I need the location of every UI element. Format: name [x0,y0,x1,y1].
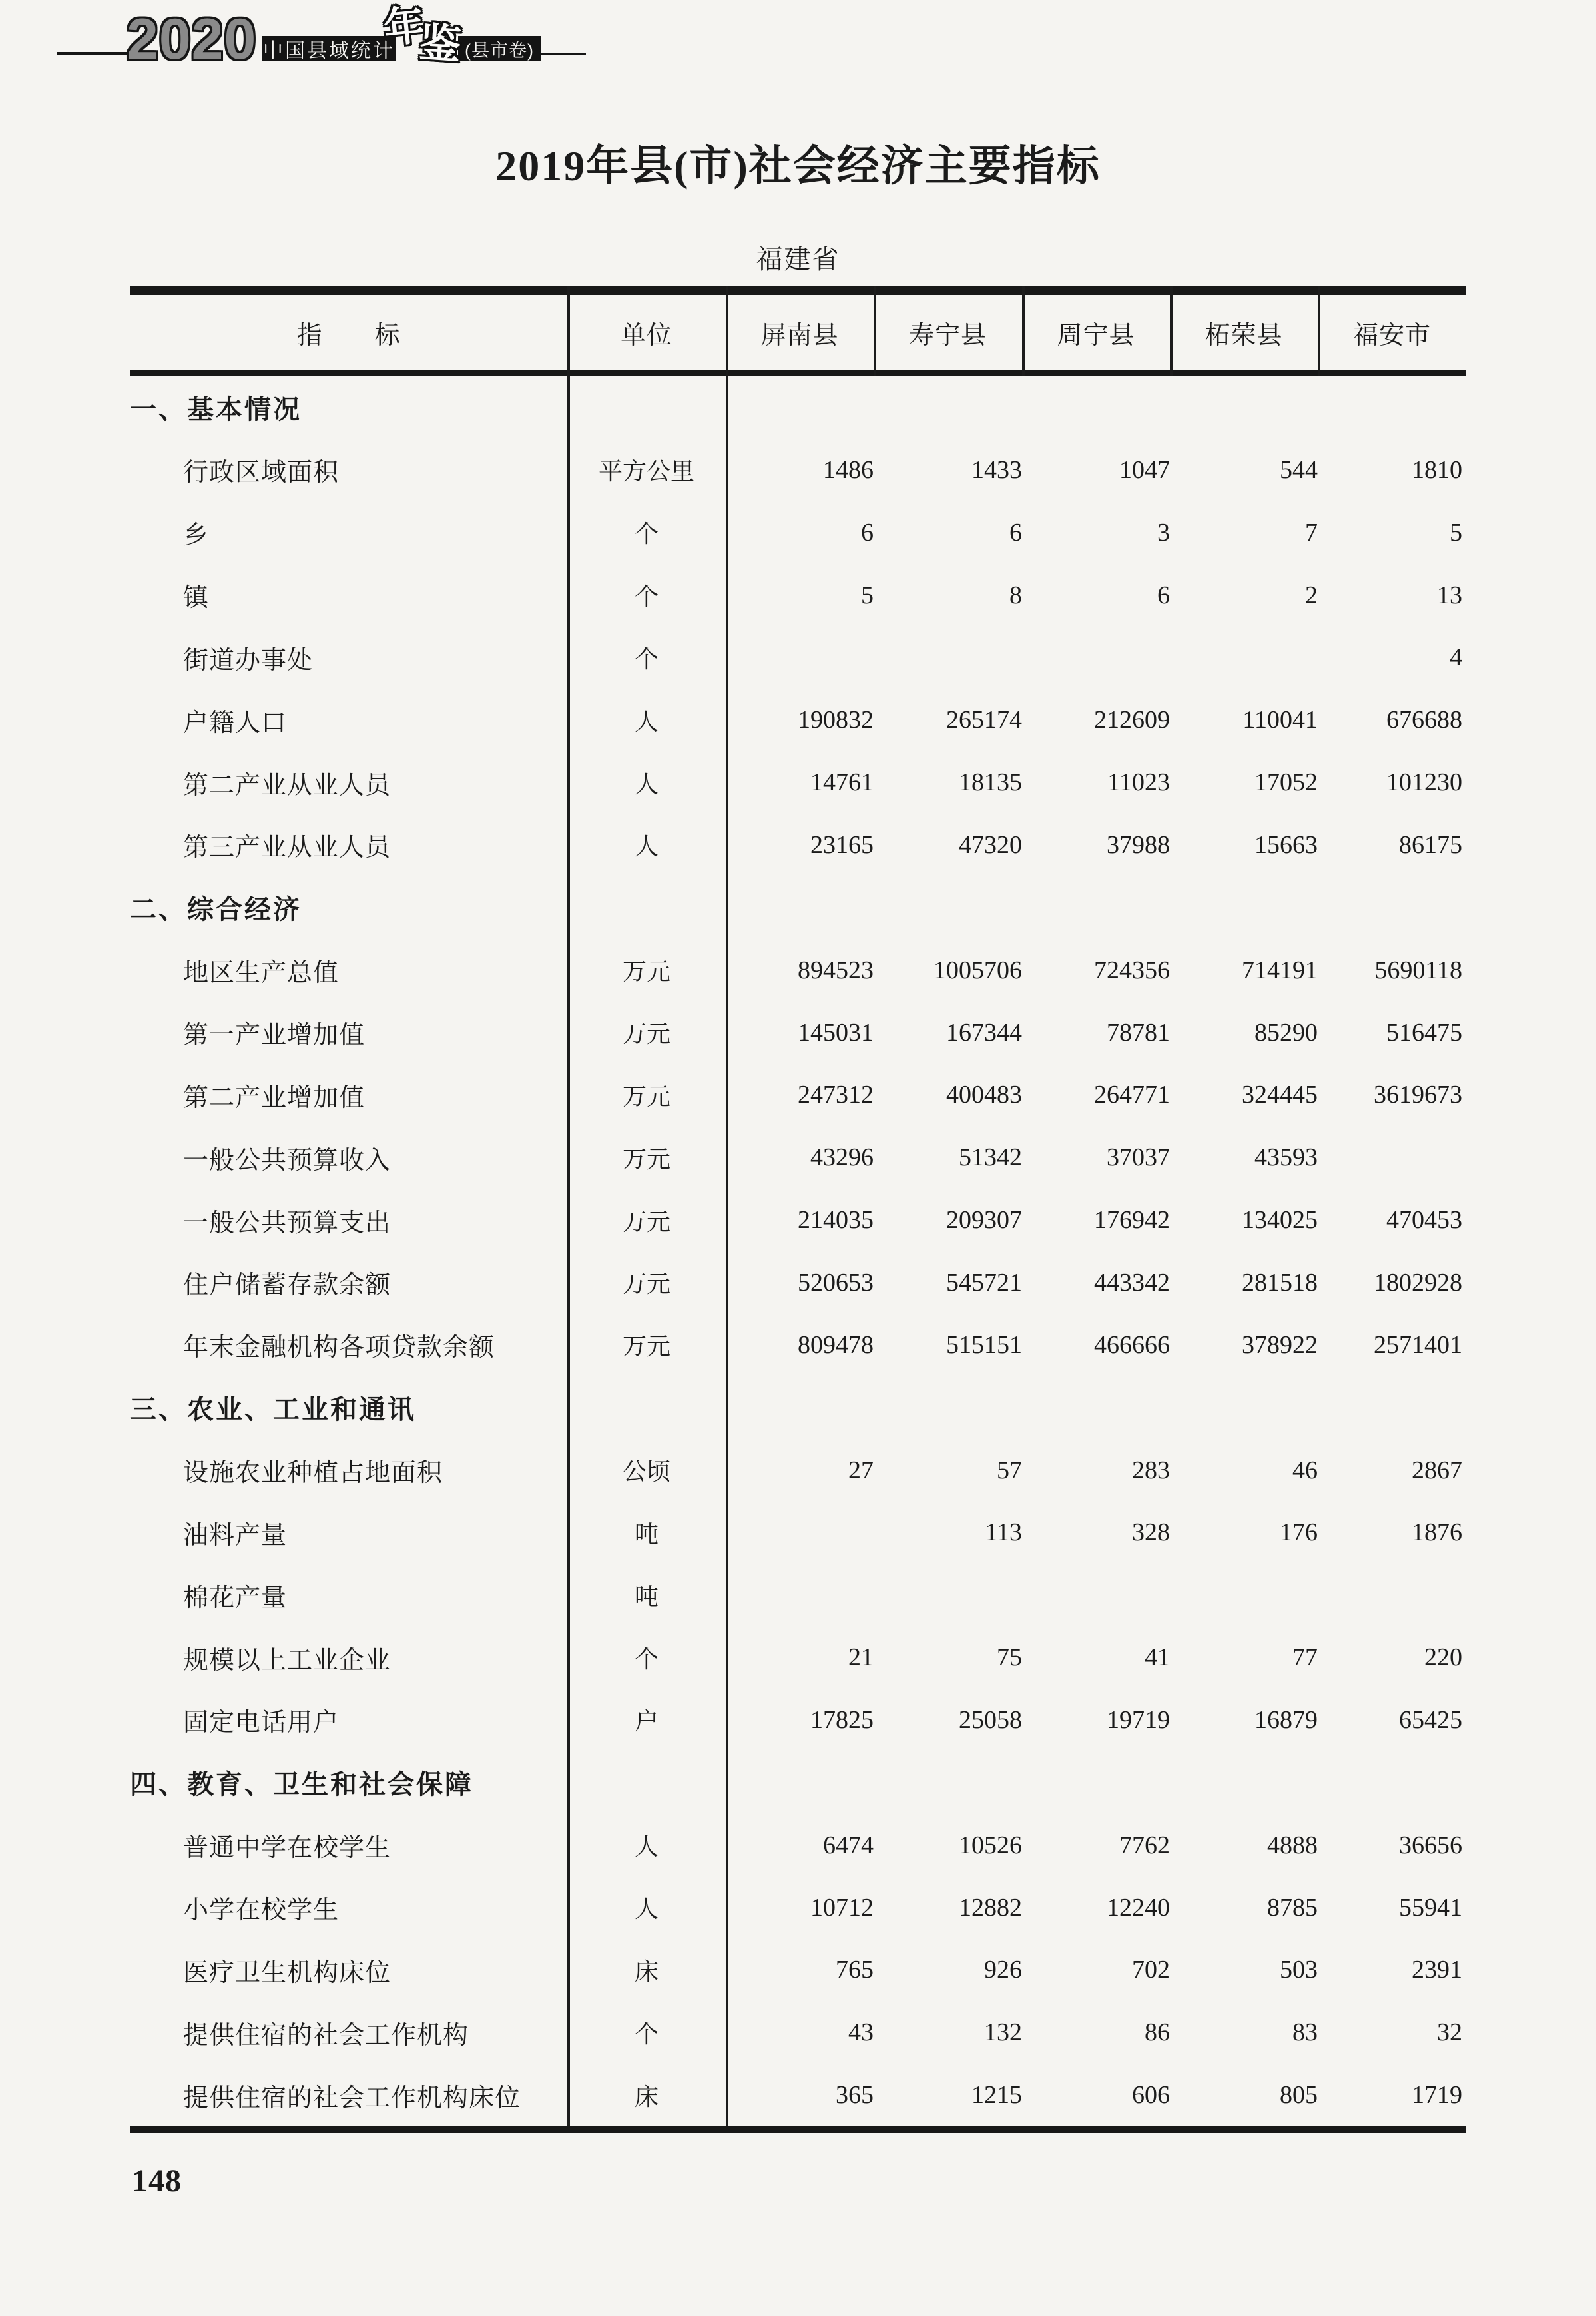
header-unit: 单位 [620,322,672,350]
unit-value: 万元 [622,1021,670,1048]
unit-value: 个 [634,521,659,548]
value-cell: 11023 [1107,768,1170,797]
unit-value: 人 [634,1833,659,1861]
unit-value: 万元 [622,1271,670,1298]
table-row [130,1626,1466,1689]
value-cell: 281518 [1242,1268,1318,1297]
value-cell: 132 [984,2018,1022,2047]
value-cell: 515151 [946,1330,1022,1359]
value-cell: 1719 [1412,2081,1462,2110]
indicator-label: 镇 [183,584,210,612]
table-row [130,1251,1466,1314]
value-cell: 212609 [1094,706,1170,734]
value-cell: 167344 [946,1018,1022,1047]
table-row [130,1877,1466,1939]
value-cell [730,626,874,689]
value-cell: 16879 [1254,1705,1318,1734]
value-cell: 25058 [959,1705,1022,1734]
value-cell: 19719 [1107,1705,1170,1734]
indicator-label: 户籍人口 [183,709,288,737]
value-cell: 5690118 [1374,956,1462,984]
value-cell: 926 [984,1956,1022,1984]
value-cell: 324445 [1242,1081,1318,1109]
page-title: 2019年县(市)社会经济主要指标 [495,143,1101,190]
indicator-label: 提供住宿的社会工作机构床位 [183,2084,521,2112]
value-cell: 894523 [798,956,874,984]
value-cell: 2867 [1412,1456,1462,1484]
value-cell: 77 [1292,1643,1318,1672]
indicator-label: 设施农业种植占地面积 [183,1459,443,1488]
value-cell: 145031 [798,1018,874,1047]
indicator-label: 地区生产总值 [183,959,340,988]
value-cell [1319,1126,1462,1189]
header-indicator: 指 标 [296,322,401,350]
value-cell: 466666 [1094,1330,1170,1359]
indicator-label: 一般公共预算收入 [183,1146,392,1175]
value-cell: 17052 [1254,768,1318,797]
indicator-label: 一般公共预算支出 [183,1209,392,1237]
value-cell: 606 [1132,2081,1170,2110]
unit-value: 万元 [622,1083,670,1110]
value-cell: 1802928 [1374,1268,1462,1297]
unit-value: 万元 [622,1333,670,1360]
value-cell: 86 [1145,2018,1170,2047]
table-row [130,1814,1466,1877]
table-row [130,626,1466,689]
value-cell: 51342 [959,1143,1022,1172]
value-cell: 18135 [959,768,1022,797]
indicator-label: 第二产业从业人员 [183,771,392,800]
unit-value: 人 [634,708,659,735]
value-cell: 14761 [810,768,874,797]
unit-value: 床 [634,1958,659,1985]
page-number: 148 [132,2164,182,2199]
value-cell: 1876 [1412,1518,1462,1547]
value-cell: 7 [1305,518,1318,547]
table-row [130,501,1466,564]
indicator-label: 油料产量 [183,1521,288,1550]
value-cell: 6 [861,518,874,547]
unit-value: 个 [634,583,659,610]
masthead [0,0,1596,93]
value-cell: 6474 [823,1831,874,1859]
unit-value: 万元 [622,1145,670,1173]
value-cell: 37988 [1107,830,1170,859]
value-cell: 43296 [810,1143,874,1172]
value-cell: 470453 [1386,1206,1462,1235]
header-divider-4 [1318,286,1320,376]
unit-value: 万元 [622,1208,670,1235]
unit-value: 人 [634,770,659,798]
value-cell: 134025 [1242,1206,1318,1235]
unit-value: 吨 [634,1583,659,1610]
section-row [130,376,1466,439]
value-cell [1027,626,1170,689]
value-cell: 247312 [798,1081,874,1109]
indicator-label: 小学在校学生 [183,1896,340,1925]
table-top-rule [130,286,1466,295]
value-cell: 4 [1450,643,1462,672]
value-cell: 13 [1437,581,1462,609]
header-county-pingnan: 屏南县 [760,322,839,350]
masthead-year: 2020 [127,7,257,71]
value-cell: 65425 [1399,1705,1462,1734]
unit-value: 公顷 [622,1458,670,1486]
value-cell: 23165 [810,830,874,859]
section-row [130,876,1466,939]
indicator-label: 第一产业增加值 [183,1021,366,1050]
masthead-volume-label: (县市卷) [465,40,534,61]
value-cell: 4888 [1267,1831,1318,1859]
indicator-label: 年末金融机构各项贷款余额 [183,1334,495,1362]
unit-value: 人 [634,1896,659,1923]
unit-value: 万元 [622,958,670,986]
value-cell: 676688 [1386,706,1462,734]
value-cell: 2 [1305,581,1318,609]
value-cell: 365 [836,2081,874,2110]
indicator-label: 规模以上工业企业 [183,1646,392,1675]
value-cell: 2391 [1412,1956,1462,1984]
indicator-label: 住户储蓄存款余额 [183,1271,392,1300]
unit-value: 人 [634,833,659,860]
header-county-zherong: 柘荣县 [1204,322,1283,350]
value-cell: 2571401 [1374,1330,1462,1359]
emblem-char-jian: 鉴 [417,19,463,69]
value-cell: 12240 [1107,1893,1170,1922]
value-cell: 113 [985,1518,1022,1547]
unit-value: 个 [634,645,659,673]
section-row [130,1751,1466,1814]
value-cell: 5 [861,581,874,609]
table-row [130,1002,1466,1064]
table-row [130,1564,1466,1626]
table-header-row [130,295,1466,370]
table-row [130,439,1466,501]
value-cell [1175,626,1318,689]
section-title: 一、基本情况 [130,395,302,425]
table-header-rule [130,370,1466,376]
value-cell: 12882 [959,1893,1022,1922]
masthead-rule-right [541,53,586,55]
value-cell: 1486 [823,455,874,484]
value-cell: 702 [1132,1956,1170,1984]
header-divider-2 [1022,286,1025,376]
value-cell: 443342 [1094,1268,1170,1297]
unit-value: 个 [634,1645,659,1673]
table-row [130,2001,1466,2064]
value-cell: 220 [1424,1643,1462,1672]
value-cell [730,1501,874,1564]
value-cell: 1005706 [933,956,1022,984]
value-cell: 10712 [810,1893,874,1922]
value-cell: 86175 [1399,830,1462,859]
value-cell: 400483 [946,1081,1022,1109]
value-cell [1319,1564,1462,1626]
value-cell: 37037 [1107,1143,1170,1172]
value-cell: 85290 [1254,1018,1318,1047]
value-cell: 15663 [1254,830,1318,859]
table-row [130,751,1466,814]
header-city-fuan: 福安市 [1352,322,1431,350]
table-row [130,564,1466,627]
value-cell: 3619673 [1374,1081,1462,1109]
value-cell: 43 [848,2018,874,2047]
value-cell: 283 [1132,1456,1170,1484]
value-cell: 378922 [1242,1330,1318,1359]
value-cell: 328 [1132,1518,1170,1547]
header-county-zhouning: 周宁县 [1057,322,1135,350]
section-title: 四、教育、卫生和社会保障 [130,1770,473,1800]
masthead-rule-left [57,52,132,55]
value-cell: 32 [1437,2018,1462,2047]
value-cell: 1810 [1412,455,1462,484]
header-county-shouning: 寿宁县 [908,322,987,350]
indicator-label: 棉花产量 [183,1584,288,1612]
value-cell [879,626,1022,689]
value-cell: 8785 [1267,1893,1318,1922]
masthead-volume-banner [458,36,541,61]
table-bottom-rule [130,2126,1466,2133]
indicator-label: 固定电话用户 [183,1709,340,1737]
table-row [130,814,1466,876]
indicator-label: 第三产业从业人员 [183,834,392,862]
value-cell: 176 [1280,1518,1318,1547]
value-cell: 724356 [1094,956,1170,984]
value-cell: 41 [1145,1643,1170,1672]
value-cell: 1215 [971,2081,1022,2110]
value-cell: 3 [1157,518,1170,547]
statistics-table [130,286,1466,2133]
section-title: 三、农业、工业和通讯 [130,1395,416,1425]
indicator-label: 提供住宿的社会工作机构 [183,2021,469,2050]
value-cell: 714191 [1242,956,1318,984]
indicator-label: 第二产业增加值 [183,1083,366,1112]
table-row [130,2064,1466,2126]
table-row [130,1938,1466,2001]
value-cell: 10526 [959,1831,1022,1859]
value-cell: 8 [1009,581,1022,609]
value-cell: 27 [848,1456,874,1484]
value-cell: 43593 [1254,1143,1318,1172]
value-cell: 21 [848,1643,874,1672]
value-cell: 110041 [1242,706,1318,734]
value-cell: 7762 [1119,1831,1170,1859]
value-cell: 6 [1009,518,1022,547]
value-cell: 209307 [946,1206,1022,1235]
value-cell: 17825 [810,1705,874,1734]
value-cell: 55941 [1399,1893,1462,1922]
unit-value: 吨 [634,1520,659,1548]
indicator-label: 行政区域面积 [183,459,340,487]
value-cell: 101230 [1386,768,1462,797]
table-row [130,1126,1466,1189]
value-cell: 214035 [798,1206,874,1235]
value-cell: 264771 [1094,1081,1170,1109]
value-cell: 36656 [1399,1831,1462,1859]
value-cell: 6 [1157,581,1170,609]
value-cell: 75 [997,1643,1022,1672]
table-row [130,1689,1466,1751]
value-cell: 5 [1450,518,1462,547]
value-cell [730,1564,874,1626]
unit-value: 个 [634,2020,659,2048]
table-body [130,376,1466,2126]
value-cell: 78781 [1107,1018,1170,1047]
province-subtitle: 福建省 [756,244,840,274]
indicator-label: 街道办事处 [183,646,314,675]
section-title: 二、综合经济 [130,895,302,925]
unit-value: 平方公里 [598,458,694,485]
value-cell: 176942 [1094,1206,1170,1235]
table-row [130,939,1466,1002]
masthead-series-label: 中国县域统计 [263,40,395,62]
yearbook-emblem [382,2,463,69]
value-cell: 1047 [1119,455,1170,484]
value-cell: 809478 [798,1330,874,1359]
header-divider-3 [1170,286,1173,376]
value-cell: 545721 [946,1268,1022,1297]
section-row [130,1376,1466,1439]
table-row [130,1189,1466,1251]
value-cell: 503 [1280,1956,1318,1984]
value-cell: 47320 [959,830,1022,859]
value-cell [879,1564,1022,1626]
emblem-char-nian: 年 [382,2,428,53]
value-cell: 1433 [971,455,1022,484]
table-row [130,1063,1466,1126]
table-row [130,1501,1466,1564]
table-row [130,1439,1466,1502]
value-cell: 520653 [798,1268,874,1297]
value-cell: 516475 [1386,1018,1462,1047]
value-cell: 265174 [946,706,1022,734]
value-cell: 190832 [798,706,874,734]
table-row [130,689,1466,751]
table-row [130,1314,1466,1376]
value-cell: 57 [997,1456,1022,1484]
value-cell: 765 [836,1956,874,1984]
unit-value: 户 [634,1708,659,1735]
header-divider-1 [874,286,876,376]
masthead-series-banner [262,36,396,61]
value-cell: 83 [1292,2018,1318,2047]
value-cell [1027,1564,1170,1626]
indicator-label: 医疗卫生机构床位 [183,1958,392,1987]
unit-value: 床 [634,2083,659,2110]
value-cell: 46 [1292,1456,1318,1484]
indicator-label: 乡 [183,521,210,550]
value-cell: 805 [1280,2081,1318,2110]
indicator-label: 普通中学在校学生 [183,1834,392,1863]
value-cell: 544 [1280,455,1318,484]
value-cell [1175,1564,1318,1626]
